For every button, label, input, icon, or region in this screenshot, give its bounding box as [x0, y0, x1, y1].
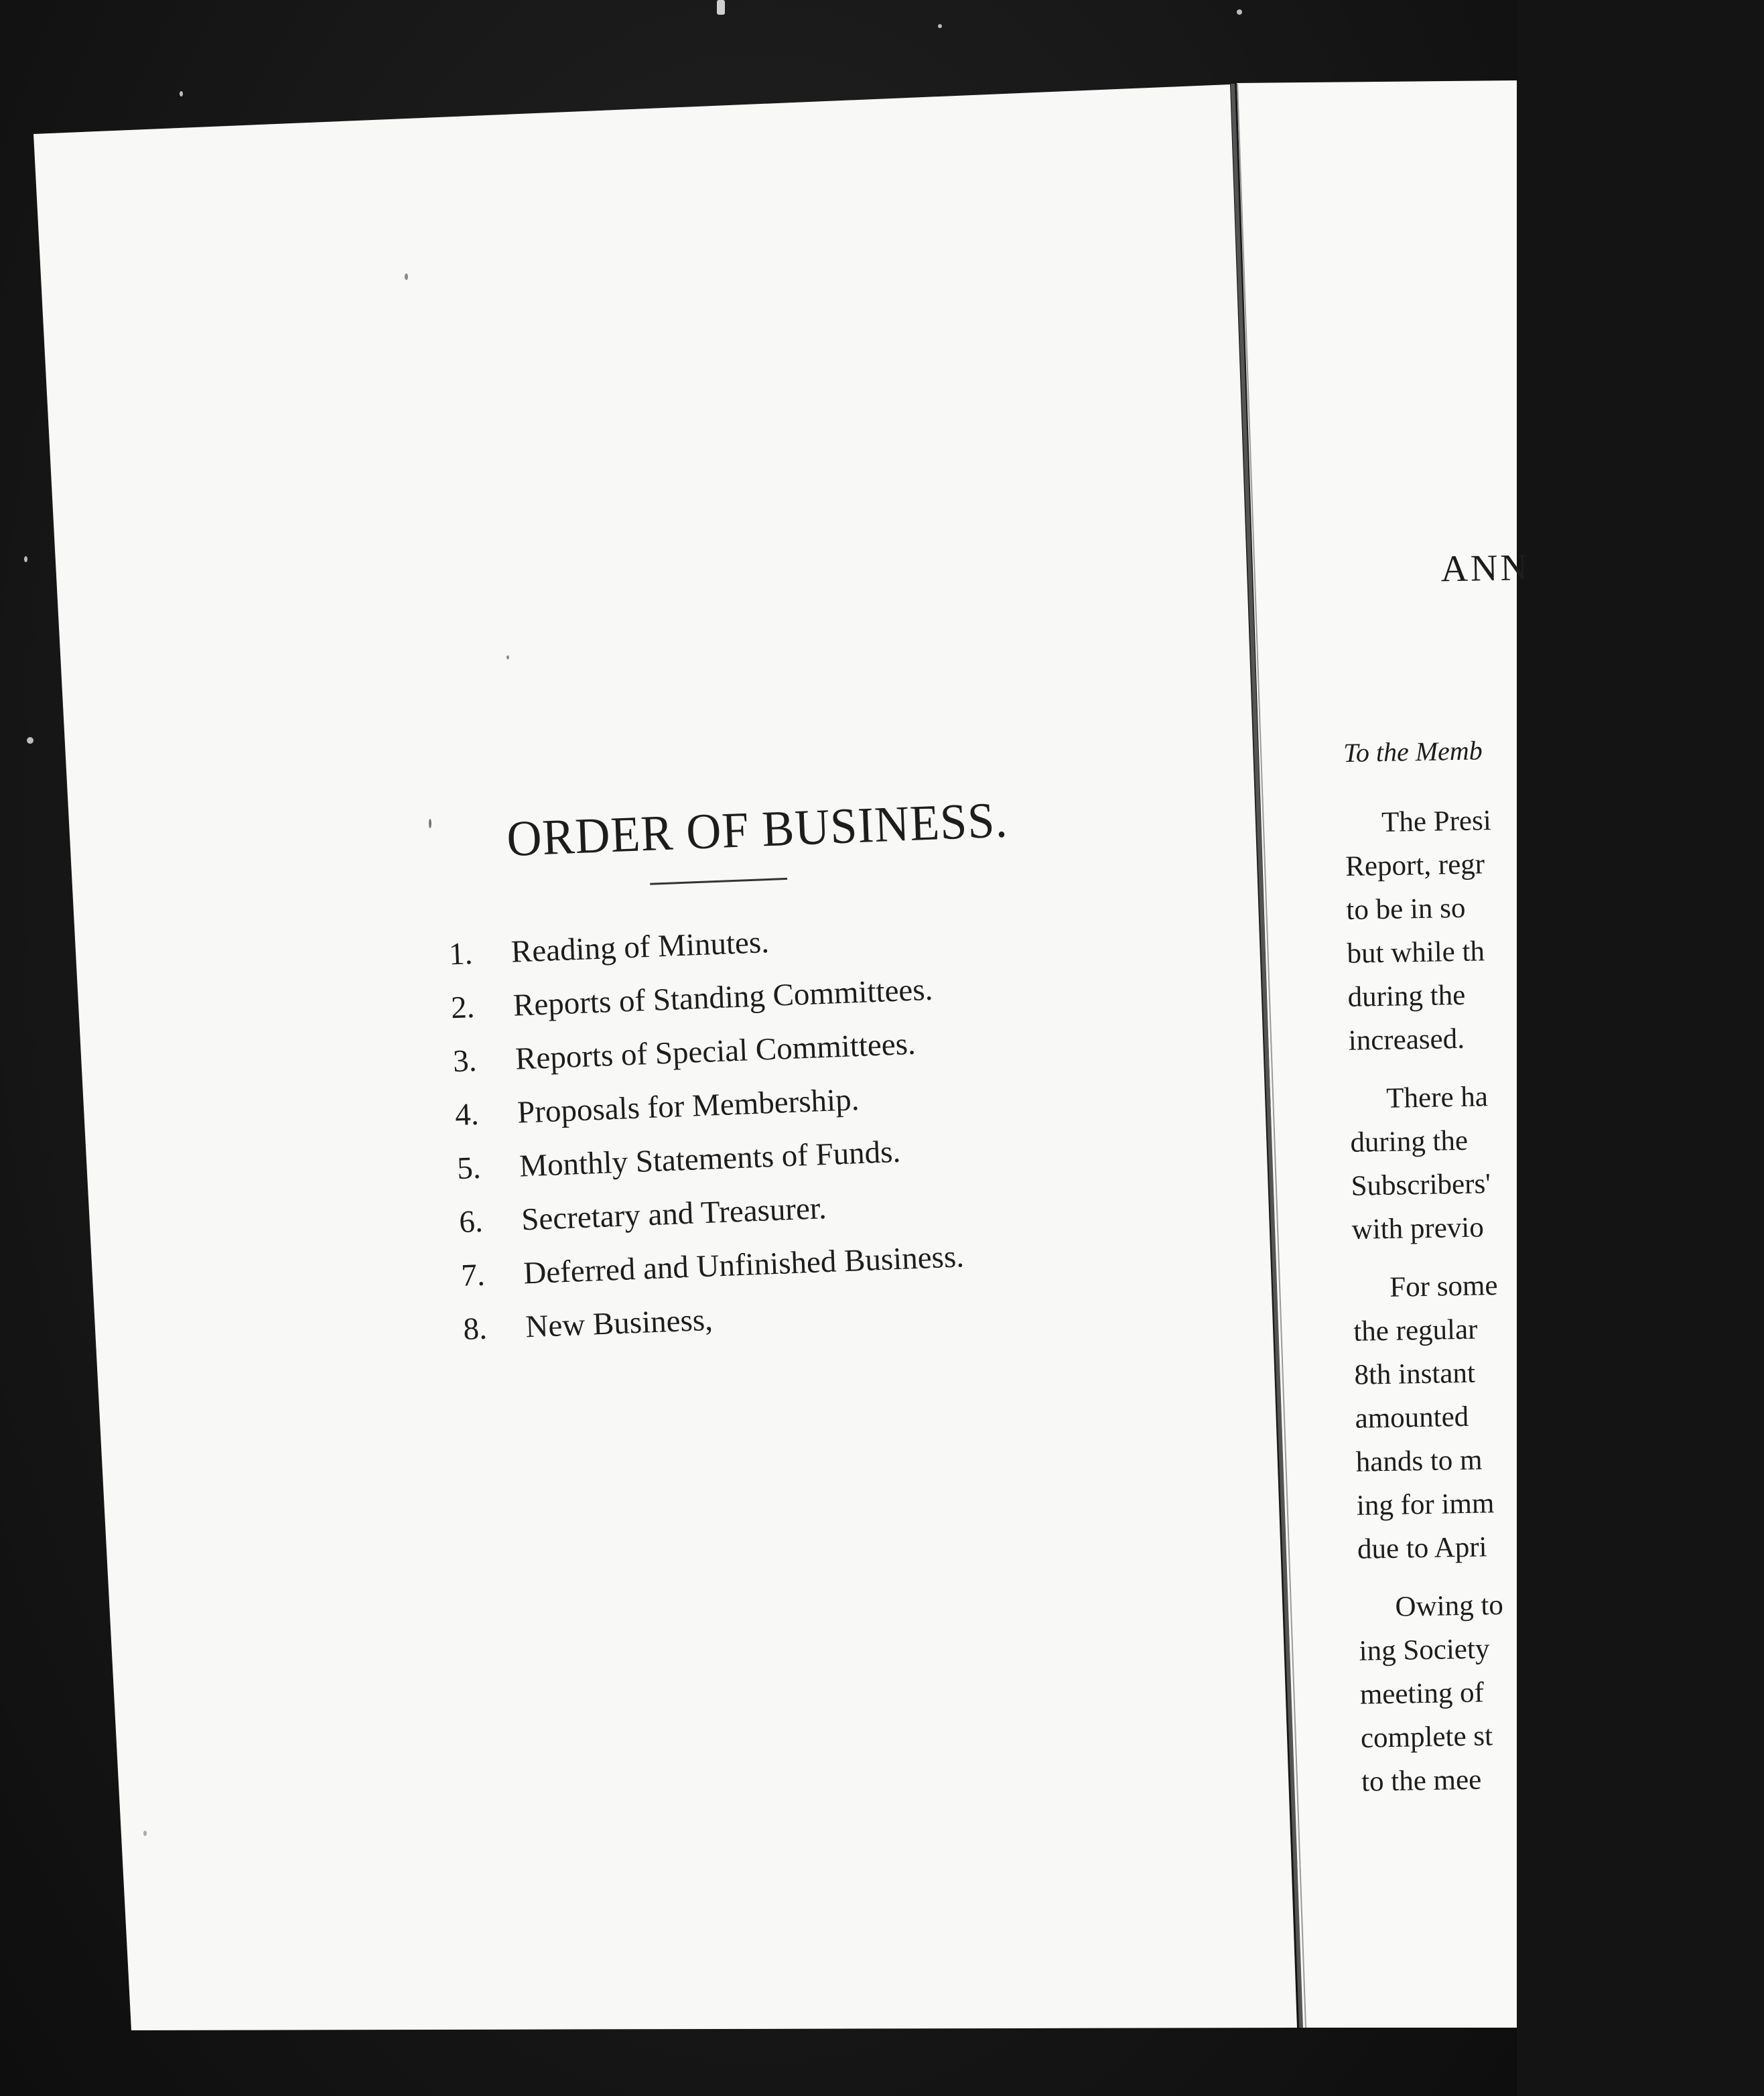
item-text: Deferred and Unfinished Business.: [523, 1239, 965, 1291]
text-line: increased.: [1348, 1023, 1465, 1057]
text-line: ing for imm: [1356, 1488, 1495, 1522]
text-line: to be in so: [1345, 892, 1466, 926]
item-text: Reports of Special Committees.: [515, 1026, 917, 1077]
text-line: complete st: [1360, 1720, 1493, 1754]
item-text: Reading of Minutes.: [510, 925, 770, 970]
item-number: 4.: [454, 1096, 480, 1133]
text-line: but while th: [1347, 935, 1485, 970]
report-text-lines: [1345, 799, 1509, 1804]
page-title: ORDER OF BUSINESS.: [505, 791, 1009, 867]
report-heading: ANN: [1440, 547, 1531, 590]
order-of-business-section: [435, 789, 1126, 1357]
text-line: Owing to: [1395, 1589, 1504, 1623]
item-number: 2.: [450, 989, 476, 1026]
item-number: 5.: [456, 1150, 482, 1187]
report-salutation: To the Memb: [1343, 735, 1483, 768]
text-line: 8th instant: [1354, 1357, 1476, 1391]
text-line: Report, regr: [1345, 848, 1485, 882]
text-line: during the: [1347, 979, 1466, 1013]
item-number: 7.: [460, 1257, 486, 1294]
text-line: with previo: [1351, 1211, 1485, 1246]
item-text: Monthly Statements of Funds.: [519, 1134, 902, 1184]
text-line: ing Society: [1359, 1633, 1490, 1667]
text-line: The Presi: [1381, 805, 1492, 838]
text-line: to the mee: [1361, 1764, 1482, 1798]
text-line: the regular: [1353, 1313, 1478, 1348]
text-line: Subscribers': [1351, 1168, 1491, 1202]
item-number: 8.: [462, 1311, 488, 1347]
text-line: hands to m: [1355, 1444, 1483, 1478]
text-line: due to Apri: [1357, 1531, 1487, 1565]
text-line: meeting of: [1359, 1677, 1485, 1711]
text-line: For some: [1389, 1270, 1498, 1303]
item-text: Proposals for Membership.: [517, 1082, 860, 1130]
text-line: amounted: [1355, 1400, 1469, 1435]
item-text: New Business,: [525, 1302, 714, 1345]
item-number: 3.: [452, 1043, 478, 1079]
item-number: 6.: [458, 1203, 484, 1240]
item-number: 1.: [448, 936, 474, 972]
item-text: Secretary and Treasurer.: [521, 1191, 827, 1238]
text-line: during the: [1350, 1124, 1469, 1159]
item-text: Reports of Standing Committees.: [513, 972, 934, 1023]
business-items-list: [448, 902, 1126, 1356]
title-divider: [650, 878, 787, 885]
text-line: There ha: [1385, 1081, 1489, 1114]
